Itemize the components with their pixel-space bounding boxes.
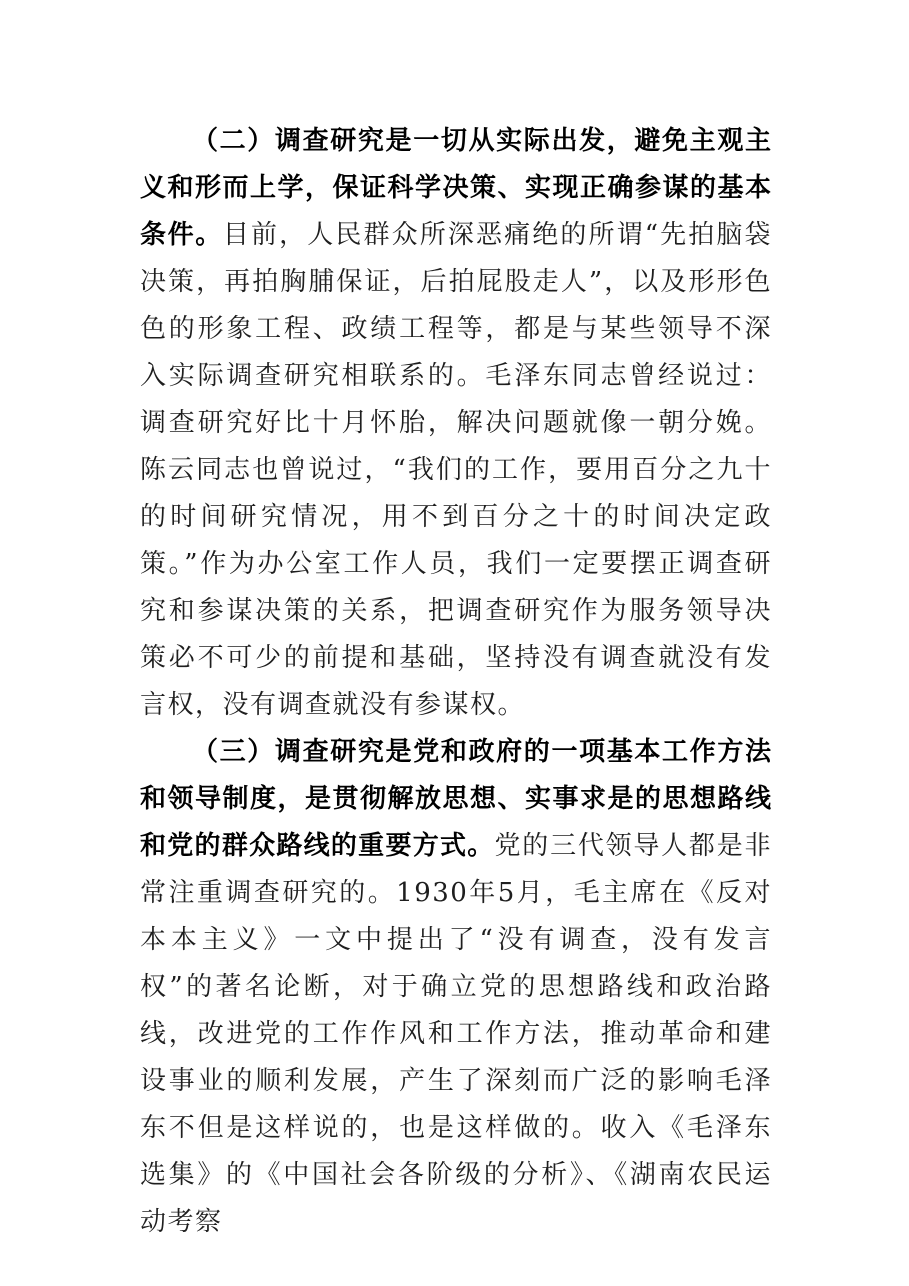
paragraph-2-heading: （二）调查研究是一切从实际出发，避免主观主义和形而上学，保证科学决策、实现正确参谋的基本条件。: [140, 126, 772, 250]
paragraph-2-text: 目前，人民群众所深恶痛绝的所谓“先拍脑袋决策，再拍胸脯保证，后拍屁股走人”，以及形形色色的形象工程、政绩工程等，都是与某些领导不深入实际调查研究相联系的。毛泽东同志曾经说过：调查研究好比十月怀胎，解决问题就像一朝分娩。陈云同志也曾说过，“我们的工作，要用百分之九十的时间研究情况，用不到百分之十的时间决定政策。”作为办公室工作人员，我们一定要摆正调查研究和参谋决策的关系，把调查研究作为服务领导决策必不可少的前提和基础，坚持没有调查就没有发言权，没有调查就没有参谋权。: [140, 220, 772, 720]
paragraph-3: [140, 729, 772, 1246]
paragraph-3-heading: （三）调查研究是党和政府的一项基本工作方法和领导制度，是贯彻解放思想、实事求是的思想路线和党的群众路线的重要方式。: [140, 737, 772, 861]
paragraph-2: [140, 118, 772, 729]
paragraph-3-text: 党的三代领导人都是非常注重调查研究的。1930年5月，毛主席在《反对本本主义》一文中提出了“没有调查，没有发言权”的著名论断，对于确立党的思想路线和政治路线，改进党的工作作风和工作方法，推动革命和建设事业的顺利发展，产生了深刻而广泛的影响毛泽东不但是这样说的，也是这样做的。收入《毛泽东选集》的《中国社会各阶级的分析》、《湖南农民运动考察: [140, 831, 772, 1237]
document-body: [140, 118, 772, 1246]
